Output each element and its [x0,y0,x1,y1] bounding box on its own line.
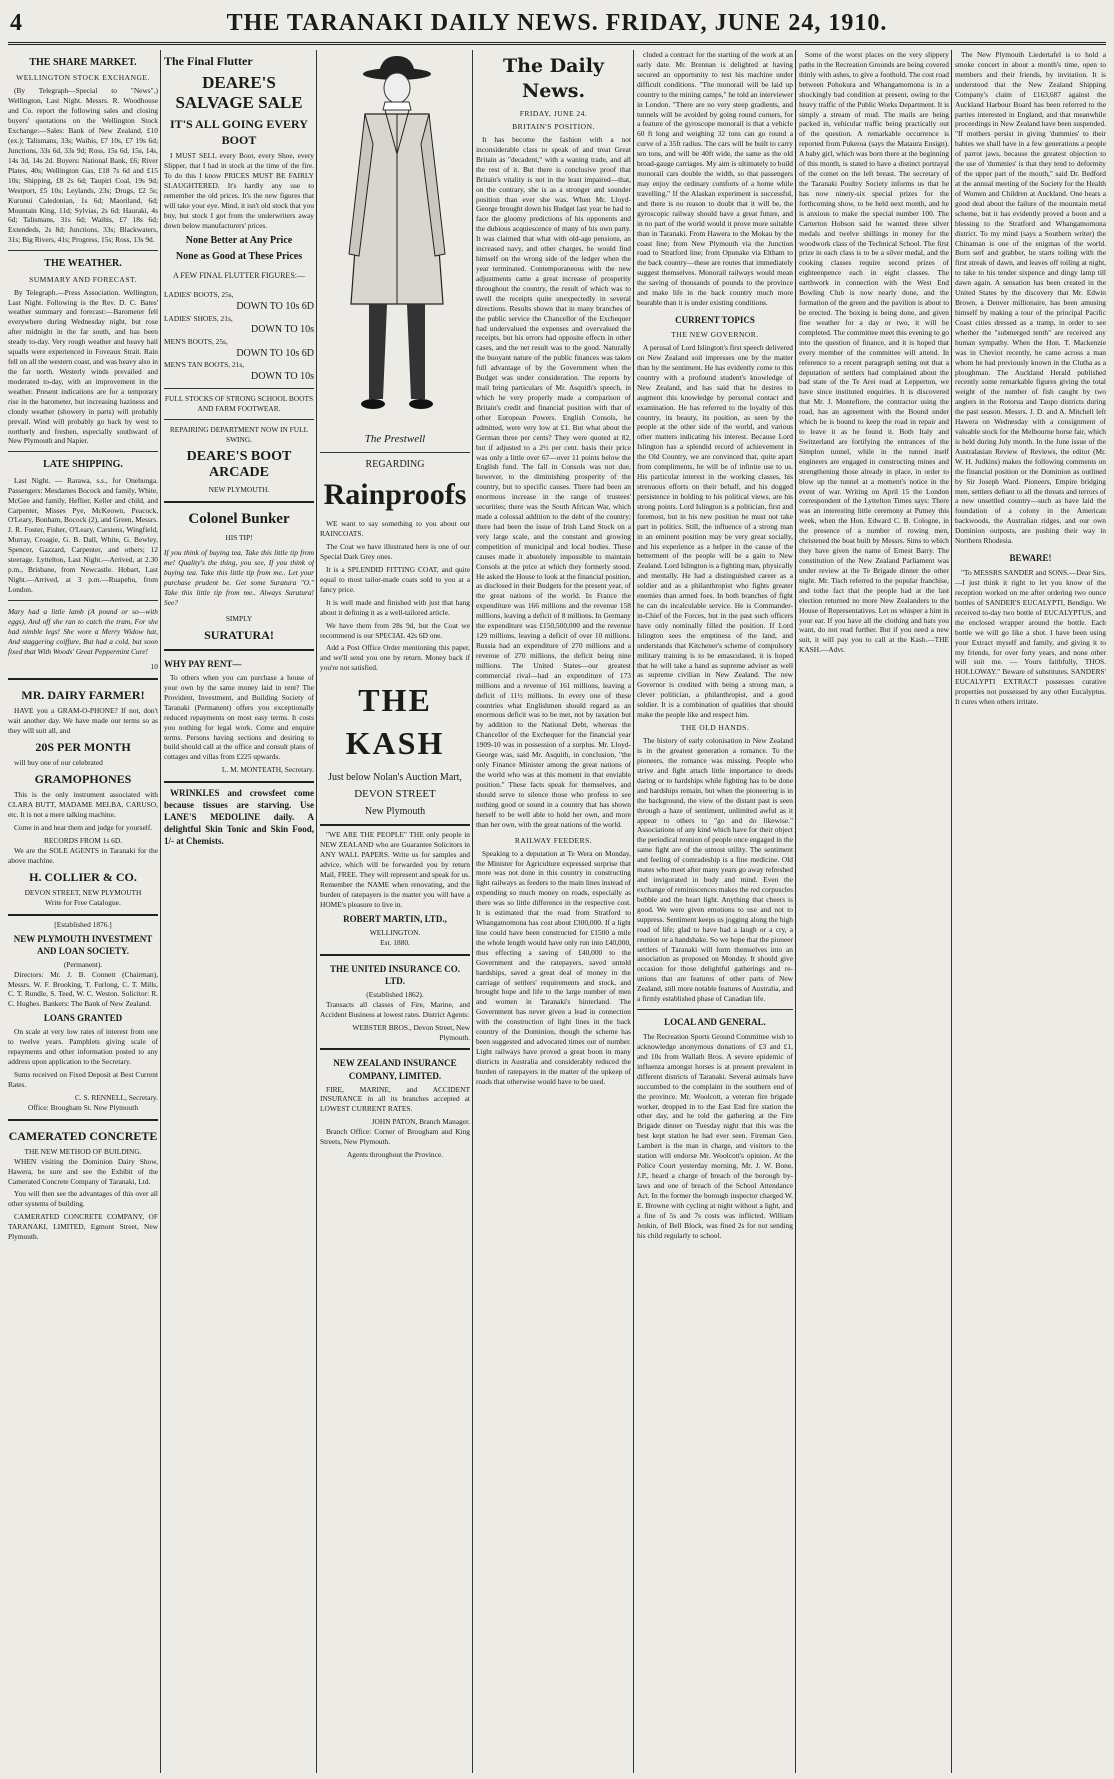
dairy-farmer-advert [8,678,158,907]
dairy-text-2: will buy one of our celebrated [14,758,103,768]
branch-manager: JOHN PATON, Branch Manager. [371,1117,470,1127]
divider [164,419,314,420]
nz-insurance: NEW ZEALAND INSURANCE COMPANY, LIMITED. [333,1058,457,1081]
collier-address: DEVON STREET, NEW PLYMOUTH [24,887,142,897]
rainproofs-heading: Rainproofs [323,478,467,512]
bunker-advert [164,501,314,643]
united-text: Transacts all classes of Fire, Marine, and Accident Business at lowest rates. District Agents: [320,999,470,1019]
people-text: "WE ARE THE PEOPLE" THE only people in NEW ZEALAND who are Guarantee Solicitors in ANY WALL PAPERS. Write us for samples and advice, which will be forwarded you by return Mail, FREE. They will represent and speak for us. Remember the NAME when renovating, and the burden of ratepayers is the matter you will have a HOME's pleasure to live in. [320,830,470,909]
editorial-date: FRIDAY, JUNE 24. [519,108,588,118]
raincoat-illustration [325,54,465,434]
martin-location: WELLINGTON. [369,927,421,937]
column-1 [8,50,158,1773]
local-general-text: The Recreation Sports Ground Committee wish to acknowledge anonymous donations of £3 and £1, and 10s from Wallath Bros. A severe epidemic of influenza amongst horses is at present prevalent in different districts of Taranaki. Several animals have succumbed to the complaint in the southern end of the province. Mr. Woolcott, a veteran fire brigade worker, dropped in to the East End fire station the other day, and he told the gathering at the Fire Brigade dinner on Tuesday night that this was the best kept station he had ever seen. Fireman Geo. Lambert is the man in charge, and visitors to the station will endorse Mr. Woolcott's opinion. At the Police Court yesterday morning, Mr. J. W. Bone, J.P., heard a charge of breach of the borough by-laws and one of breach of the School Attendance Act. In the former the borough inspector charged W. E. Browne with cycling at night without a light, and a fine of 5s and 7s costs was inflicted. William Jenkin, of Bell Block, was fined 2s for not sending his child regularly to school. [637,1032,793,1240]
dairy-heading: MR. DAIRY FARMER! [21,688,145,703]
local-news-text: The New Plymouth Liedertafel is to hold a smoke concert in about a month's time, open to members and their friends, by invitation. It is understood that the New Zealand Shipping Company's claim of £163,687 against the Auckland Harbour Board has been referred to the parties interested in England, and that meanwhile proceedings in New Zealand have been suspended. "If mothers persist in giving 'dummies' to their babies we shall have in a few generations a people of parrot jaws, because the greatest objection to the use of 'dummies' is that they tend to deformity of the upper part of the mouth," said Dr. Bedford at the annual meeting of the Society for the Health of Women and Children at Auckland. One hears a good deal about the failure of the mountain metal scheme, but it has evidently proved a boon and a blessing to the Stratford and Whangamomona district. To my mind (says a Southern writer) the Chinaman is one of the enigmas of the world. Born serf and grabber, he starts toiling with the first streak of dawn, and leaves off toiling at night, to take to his tender sixpence and dingy lamp till dawn again. A sensation has been created in the United States by the discovery that Mr. Edwin Brown, a Denver millionaire, has been amusing himself by making a tour of the principal Pacific Coast cities dressed as a tramp, in order to see whether the "submerged tenth" are received any human sympathy. When the Hon. T. Mackenzie was in Cheviot recently, he came across a man whom he had previously known in the Clutha as a ploughman. The Auckland Herald published recently some remarkable figures giving the total weight of the number of fish caught by two anglers in the Rotorua and Taupo districts during the past season. Messrs. J. D. and A. Mitchell left Hawera on Wednesday with a consignment of valuable stock for the Melbourne horse fair, which is held during July month. In the June issue of the Australasian Review of Reviews, the editor (Mr. W. H. Judkins) makes the following comments on the financial position or the Dominion as outlined by Sir Joseph Ward. Pioneers, Empire bridging men, settlers defiant to all the threats and terrors of a new unsettled country—such as have laid the foundation of a colony in the American backwoods, the Australian ridges, and our own Dominion outposts, are pushing their way in Northern Rhodesia. [955,50,1106,546]
wrinkles-advert [164,781,314,847]
price-label: LADIES' SHOES, 21s, [164,313,233,323]
kash-heading: THE KASH [345,682,445,762]
weather-subheading: SUMMARY AND FORECAST. [29,274,137,284]
concrete-heading: CAMERATED CONCRETE [8,1128,158,1143]
nz-insurance-text: FIRE, MARINE, and ACCIDENT INSURANCE in all its branches accepted at LOWEST CURRENT RATES. [320,1084,470,1114]
monteath: L. M. MONTEATH, Secretary. [221,765,314,775]
webster-bros: WEBSTER BROS., Devon Street, New Plymouth. [352,1022,470,1042]
wrinkles-text: WRINKLES and crowsfeet come because tissues are starving. Use LANE'S MEDOLINE daily. A delightful Skin Tonic and Skin Food, 1/- at Chemists. [164,788,314,847]
column-rule [633,50,634,1773]
monorail-text: cluded a contract for the starting of the work at an early date. Mr. Brennan is delighted at having secured an opportunity to test his machine under difficult conditions. "The monorail will be laid up country to the mining camps," he told an interviewer in London. "There are no very steep gradients, and tunnels will be avoided by going round corners, for a feature of the gyroscope monorail is that a vehicle 60 ft long and weighing 32 tons can go round a curve of a 35ft radius. The cars will be built to carry ten tons, and will be 40ft wide, the same as the old broad-gauge carriages. My aim is ultimately to build monorail cars double the width, so that passengers may enjoy the ordinary comforts of a home while travelling." If the Alaskan experiment is successful, and there is no reason to doubt that it will be, the gyroscopic railway should have a great future, and in no part of the world would it prove more suitable than in Taranaki. From Hawera to the Mokau by the coast line; from New Plymouth via the Junction road to Stratford line; from Opunake via Eltham to the back country—these are routes that immediately suggest themselves. Monorail railways would mean the saving of thousands of pounds to the province and make life in the back country much more bearable than it is under existing conditions. [637,50,793,308]
repairing: REPAIRING DEPARTMENT NOW IN FULL SWING. [169,425,309,445]
price-down: DOWN TO 10s [251,371,314,383]
investment-society-sub: (Permanent). [63,959,103,969]
price-item [164,314,314,337]
united-established: (Established 1862). [366,989,424,999]
share-market-heading: THE SHARE MARKET. [29,57,137,68]
none-better: None Better at Any Price [185,234,293,246]
gramophone-text: This is the only instrument associated with CLARA BUTT, MADAME MELBA, CARUSO, etc. It is not a mere talking machine. [8,790,158,820]
old-hands-text: The history of early colonisation in New Zealand is in the greatest generation a romance. To the pioneers, the romance was missing. People who strive and fight attach little importance to deeds daring or to hardships while fighting has to be done and hardships remain, but when the pioneering is in the background, the view of the distant past is seen through a haze of sentiment, unlimited awful as it appear to others to "go and do likewise." Associations of any kind which have for their object the periodical reunion of people once engaged in the same fight are of the utmost utility. The sentiment and feeling of comradeship is a fine medicine. Old mates who meet after many years go away refreshed and invigorated in body and mind. Even the exchange of reminiscences makes the red corpuscles bubble and the heart light. Anything that cheers is good. We were given emotions to use and not to suppress. Sentiment keeps us jogging along the high road of life; glad to have had a laugh or a cry, a reunion or a handshake. So we hope that the pioneer settlers of Taranaki will form themselves into an association as proposed on Monday. It should give occasion for those delightful gatherings and re-unions that are features of other parts of New Zealand, still more notable features of Australia, and a firmly established phase of Canadian life. [637,736,793,1004]
concrete-text: WHEN visiting the Dominion Dairy Show, Hawera, be sure and see the Exhibit of the Camerated Concrete Company of Taranaki, Ltd. [8,1156,158,1186]
why-pay-rent: WHY PAY RENT— [164,658,242,669]
school-boots: FULL STOCKS OF STRONG SCHOOL BOOTS AND FARM FOOTWEAR. [164,394,314,414]
price-down: DOWN TO 10s [251,324,314,336]
railway-heading: RAILWAY FEEDERS. [514,835,593,845]
kash-location: Just below Nolan's Auction Mart, [328,771,462,783]
sole-agents: We are the SOLE AGENTS in Taranaki for the above machine. [8,845,158,865]
local-news-text: Some of the worst places on the very slippery paths in the Recreation Grounds are being covered thinly with ashes, to give a foothold. The cost road between Pohokura and Whangamomona is in a shockingly bad condition at present, owing to the heavy traffic of the Public Works Department. It is simply a stream of mud. The mails are being packed in, vehicular traffic being practically out of the question. A remarkable occurrence is reported from Pukeroa (says the Mataura Ensign). A baby girl, which was born there at the beginning of this month, is stated to have a distinct portrayal of the comet on the left breast. The secretary of the Taranaki Poultry Society informs us that he has now ninety-six special prizes for the forthcoming show, to be held next month, and he is anxious to make the special number 100. The Carterton Hobson said he wanted three silver medals and twelve shillings in money for the woodwork class of the Technical School. The first prize in each class is to be a silver medal, and the cooking classes require second prizes of eighteenpence each in eight classes. The earthwork in connection with the West End Bowling Club is now nearly done, and the formation of the green and the pavilion is about to be erected. The boxing is being done, and given fine weather for a day or two, it will be completed. The committee meet this evening to go into the question of finance, and it is hoped that every member of the committee will attend. In reference to a recent paragraph setting out that a deputation of settlers had complained about the bad state of the Te Arei road at Lepperton, we have since instituted enquiries. It is discovered that Mr. J. Montefiore, the contractor using the road, has an agreement with the Bound under which he is bound to keep the road in repair and to leave it as he found it. Both Italy and Switzerland are fortifying the entrances of the Simplon tunnel, while in the tunnel itself engineers are engaged in constructing mines and strengthening those already in place, in order to blow up the tunnel at a moment's notice in the event of war. Writing on April 15 the London correspondent of the Lyttelton Times says: There was an interesting little ceremony at Putney this week, when the Hon. Edward C. B. Cologne, in the presence of a number of rowing men, christened the boat built by Messrs. Sims to which they have given the name of Ernest Barry. The constitution of the New Zealand Parliament was under review at the Te Brigade dinner the other night. Mr. Tisch referred to the popular franchise, and tothe fact that the people had at the last election returned no more New Zealanders to the House of Representatives. Let us whisper a hint in your ear. If you have all the clothing and hats you want, do not read further. But if you need a new suit, it will pay you to call at the Kash.—THE KASH.—Advt. [799,50,949,655]
column-2 [164,50,314,1773]
fixed-deposit: Sums received on Fixed Deposit at Best Current Rates. [8,1070,158,1089]
concrete-company: CAMERATED CONCRETE COMPANY, OF TARANAKI, LIMITED, Egmont Street, New Plymouth. [8,1212,158,1242]
verse-advert: Mary had a little lamb (A pound or so—with eggs), And off she ran to catch the tram, For she had nimble legs! She wore a Merry Widow hat, And staggering coiffure, But had a cold, but soon fixed that With Woods' Great Peppermint Cure! [8,606,158,656]
shipping-heading: LATE SHIPPING. [43,459,123,471]
rent-text: To others when you can purchase a house of your own by the same money laid in rent? The Provident, Investment, and Building Society of Taranaki (Permanent) offers you exceptionally reduced repayments on most easy terms. It costs you nothing for legal work. Come and enquire terms. Persons having sections and desiring to build should call at the office and consult plans of cottages and villas from £225 upwards. [164,673,314,762]
share-market-text: (By Telegraph—Special to "News".) Wellington, Last Night. Messrs. R. Woodhouse and Co. report the following sales and closing buyers' quotations on the Wellington Stock Exchange:—Sales: Bank of New Zealand, £10 (ex.); Talismans, 33s; Waihis, £7 10s, £7 19s 6d; Junctions, 33s 6d, 33s 9d; Ross, 15s 6d, 15s, 14s, 14s 3d, 14s 2d. Buyers: National Bank, £6; River Plates, 40s; Wellington Gas, £18 7s 6d and £15 10s; Shipping, £8 2s 6d; Taupiri Coal, 19s 9d; Westport, £5 10s; Leylands, 23s; Drugs, £2 5s; Kurunui Caledonian, 1s 6d; Maoriland, 6d; Mountain King, 11d; Sylvias, 2s 6d; Hauraki, 4s 6d; Talismans, 31s 6d; Waihis, £7 18s 6d; Extendeds, 2s 8d; Junctions, 33s; Blackwaters, 31s; Big Rivers, 41s; Progress, 15s; Ross, 13s 9d. [8,86,158,245]
price-label: LADIES' BOOTS, 25s, [164,290,234,300]
secretary: C. S. RENNELL, Secretary. [74,1092,158,1102]
column-rule [951,50,952,1773]
boot-arcade: DEARE'S BOOT ARCADE [186,449,292,481]
suratura: SURATURA! [204,627,274,642]
newspaper-title: THE TARANAKI DAILY NEWS. FRIDAY, JUNE 24, 1910. [226,10,888,36]
kash-street: DEVON STREET [354,788,436,801]
agents: Agents throughout the Province. [346,1150,444,1160]
divider [164,388,314,389]
masthead [8,4,1106,45]
loans-heading: LOANS GRANTED [43,1013,123,1024]
column-4 [476,50,631,1773]
column-rule [795,50,796,1773]
none-as-good: None as Good at These Prices [175,251,303,263]
price-list [164,290,314,383]
final-flutter: The Final Flutter [164,54,253,68]
divider [637,1009,793,1010]
established: [Established 1876.] [54,919,112,929]
tip-verse: If you think of buying tea, Take this little tip from me! Quality's the thing, you see, If you think of buying tea. Take this little tip from me.. Let your purchase prudent be. Get some Suratura "O." Take this little tip from me.. Always Suratura! See? [164,548,314,608]
martin-established: Est. 1880. [380,937,410,947]
fitting-text: It is a SPLENDID FITTING COAT, and quite equal to most tailor-made coats sold to you at a fancy price. [320,565,470,594]
salvage-text: I MUST SELL every Boot, every Shoe, every Slipper, that I had in stock at the time of the fire. To do this I know PRICES MUST BE FAIRLY SLAUGHTERED. It's hardly any use to remember the old prices. It's the new figures that will take your eye. Mind, it isn't old stock that you buy, but stock I got from the underwriters away down below manufacturers' prices. [164,151,314,230]
society-office: Office: Brougham St. New Plymouth [27,1102,139,1112]
editorial-text: It has become the fashion with a not inconsiderable class to speak of and treat Great Britain as "decadent," with a waning trade, and all the rest of it. But there is conclusive proof that Britain's vitality is not in the least impaired—that, on the contrary, she is as a stronger and sounder position than ever she was. When Mr. Lloyd-George brought down his Budget last year he had to face the gloomy predictions of his opponents and the dubious acquiescence of many of his own party. It was claimed that what with old-age pensions, an increased navy, and other charges, he would find himself on the wrong side of the ledger when the year terminated. Contemporaneous with the new adjustments came a great increase of prosperity throughout the country, the result of which was to swell the receipts quite unexpectedly in several directions. Results shown that in many branches of the public service the Chancellor of the Exchequer had undervalued the expenses and overvalued the receipts, but his errors had opposite effects in other cases, and the net result was to the good. Naturally the buoyant nature of the public finances was taken full advantage of by the Government when the Budget was under consideration. The reports by mail bring particulars of Mr. Asquith's speech, in which he very properly made a comparison of Britain's credit and financial position with that of other European Powers. English Consols, he admitted, were very low at £1. But what about the German three per cents? They were quoted at 82, but if adjusted to a 2½ per cent. basis their price was only a little over 67—over 11 points below the English fund. The fall in Consols was not due, however, to the diminishing prosperity of the country, but to specific causes. There had been an enormous increase in the range of trustees' securities; there was the South African War, which made a colossal addition to the debt of the country; there had been the issue of Irish Land Stock on a very large scale, and the constant and growing competition of municipal and local bodies. These causes made it absolutely impossible to maintain Consols at the price at which they formerly stood. He asked the House to look at the financial position, as disclosed in their Budgets for the present year, of the great nations of the world. In France the expenditure was 166 millions and the revenue 158 millions, leaving a deficit of 8 millions. In Germany the expenditure was £150,500,000 and the revenue 129 millions, leaving a deficit of over 10 millions. Russia had an expenditure of 270 millions and a revenue of 270 millions, the deficit being nine millions. The United States—our greatest commercial rival—had an expenditure of 173 millions and a revenue of 161 millions, leaving a deficit of 11½ millions. In every one of these countries what Englishmen should regard as an enormous deficit was to be met, not by taxation but by addition to the National Debt, whereas the Chancellor of the Exchequer for the financial year 1909-10 was in possession of a surplus. Mr. Lloyd-George was, said Mr. Asquith, in conclusion, "the only Finance Minister among the great nations of the world who was at this moment in that enviable position." These facts speak for themselves, and should serve to silence those who profess to see nothing good or sound in a country that has shown herself to be well able to hold her own, and more than her own, with the great nations of the world. [476,135,631,829]
shipping-text: Last Night. — Rarawa, s.s., for Onehunga. Passengers: Mesdames Bocock and family, White, McGee and family, Heflier, Keller and child, and Carpenter, Misses Pye, McKeown, Peacock, O'Leary, Bonham, Bocock (2), and Green, Messrs. J. R. Foster, Fisher, O'Leary, Carstens, Wingfield, Murray, Croagie, G. B. Dall, White, G. Bewley, Spencer, Gazzard, Carpenter, and others; 12 steerage. Lyttelton, Last Night.—Arrived, at 2.30 p.m., Brisbane, from Newcastle. Hobart, Last Night.—Arrived, at 3 p.m.—Ruapehu, from London. [8,475,158,594]
column-rule [160,50,161,1773]
records-price: RECORDS FROM 1s 6D. [43,835,123,845]
rainproofs-text: WE want to say something to you about our RAINCOATS. [320,519,470,539]
loans-text: On scale at very low rates of interest from one to twelve years. Pamphlets giving scale of repayments and other information posted to any address upon application to the Secretary. [8,1027,158,1067]
arcade-location: NEW PLYMOUTH. [208,485,270,495]
deare-salvage-sale: DEARE'S SALVAGE SALE [175,73,303,112]
all-going: IT'S ALL GOING EVERY BOOT [170,117,308,148]
column-rule [472,50,473,1773]
new-governor-heading: THE NEW GOVERNOR. [671,330,759,340]
gramophones-heading: GRAMOPHONES [34,772,132,787]
divider [8,451,158,452]
page-number: 4 [10,10,22,36]
united-insurance-advert [320,954,470,1043]
dairy-price: 20S PER MONTH [35,740,131,755]
collier-catalogue: Write for Free Catalogue. [45,897,121,907]
concrete-subheading: THE NEW METHOD OF BUILDING. [24,1146,142,1156]
investment-society-advert [8,914,158,1113]
lined-text: It is well made and finished with just that hang about it defining it as a well-tailored article. [320,597,470,617]
price-item [164,290,314,313]
his-tip: HIS TIP! [225,532,253,542]
divider [8,250,158,251]
column-7 [955,50,1106,1773]
kash-town: New Plymouth [364,806,426,818]
governor-text: A perusal of Lord Islington's first speech delivered on New Zealand soil impresses one by the matter than by the sentiment. He has evidently come to this country with a profound student's knowledge of New Zealand, and has said that he desires to augment this knowledge by personal contact and examination. He has referred to the loyalty of this country, its beauty, its position, as seen by the people at the other side of the world, and various other matters indicating his interest. Because Lord Islington has a splendid record of achievement in the Old Country, we are convinced that, quite apart from compliments, he will be of infinite use to us. His particular interest in the working classes, his strenuous efforts on their behalf, and his dogged persistence in holding to his political views, are his strong points. Lord Islington is a politician, first and foremost, but in his new position he must not take part in politics. Still, the influence of a strong man in an eminent position may be very great socially, and his experience as a helper in the cause of the betterment of the people will be a gain to New Zealand. Lord Islington is a fighting man, physically and mentally. He had a distinguished career as a soldier and as a philanthropist who fights greater enemies than armed foes. In both branches of fight he can do incalculable service. He is Commander-in-Chief of the Forces, but in the past such officers have only nominally filled the position. If Lord Islington sees the emptiness of the land, and understands that Kitchener's scheme of compulsory military training is to be emasculated, it is hoped that he will take a hand as supreme adviser as well as supreme civilian in New Zealand. The new Governor is credited with being a strong man, a clever politician, a philanthropist, and a good soldier. It is a combination of qualities that should make the people like and respect him. [637,343,793,720]
divider [8,600,158,601]
dairy-text: HAVE you a GRAM-O-PHONE? If not, don't wait another day. We have made our terms so as they will suit all, and [8,706,158,736]
price-down: DOWN TO 10s 6D [236,301,314,313]
concrete-advert [8,1119,158,1242]
old-hands-heading: THE OLD HANDS. [680,723,750,733]
price-down: DOWN TO 10s 6D [236,347,314,359]
price-label: MEN'S TAN BOOTS, 21s, [164,360,245,370]
weather-heading: THE WEATHER. [44,258,122,270]
gramophone-text-2: Come in and hear them and judge for yourself. [14,823,153,833]
branch-office: Branch Office: Corner of Brougham and King Streets, New Plymouth. [320,1127,470,1147]
prestwell-caption: The Prestwell [364,433,426,445]
special-text: We have them from 28s 9d, but the Coat we recommend is our SPECIAL 42s 6D one. [320,620,470,640]
divider [320,452,470,453]
investment-society-name: NEW PLYMOUTH INVESTMENT AND LOAN SOCIETY. [13,933,153,956]
regarding: REGARDING [365,458,425,470]
price-item [164,360,314,383]
column-6 [799,50,949,1773]
mail-text: Add a Post Office Order mentioning this paper, and we'll send you one by return. Money back if you're not satisfied. [320,643,470,673]
current-topics: CURRENT TOPICS [675,314,755,325]
share-market-subheading: WELLINGTON STOCK EXCHANGE. [16,73,150,83]
rent-advert [164,649,314,775]
local-general-heading: LOCAL AND GENERAL. [664,1017,766,1028]
directors: Directors: Mr. J. B. Connett (Chairman), Messrs. W. F. Brooking, T. Furlong, C. T. Mills, C. T. Rundle, S. Teed, W. C. Weston. Solicitor: R. C. Hughes. Bankers: The Bank of New Zealand. [8,969,158,1009]
editorial-subheading: BRITAIN'S POSITION. [512,121,595,131]
verse-number: 10 [150,662,158,672]
editorial-title: The Daily News. [503,55,604,103]
wallpaper-advert [320,824,470,947]
colonel-bunker: Colonel Bunker [188,511,290,528]
few-figures: A FEW FINAL FLUTTER FIGURES:— [172,271,305,281]
robert-martin: ROBERT MARTIN, LTD., [343,913,447,924]
concrete-text-2: You will then see the advantages of this over all other systems of building. [8,1189,158,1209]
price-item [164,337,314,360]
coat-text: The Coat we have illustrated here is one of our Special Dark Grey ones. [320,542,470,562]
column-rule [316,50,317,1773]
railway-text: Speaking to a deputation at Te Wera on Monday, the Minister for Agriculture expressed surprise that more was not done in this country in constructing light railways as feeders to the main lines instead of expending so much money on roads, especially as there was so little difference in the respective cost. It is estimated that the road from Stratford to Whangamomona has cost about £300,000. If a light line could have been constructed for £1500 a mile the whole length would have only run into £40,000, thus effecting a saving of £40,000 to the Government and the ratepayers, saved untold hardships, saved a great deal of money in the carriage of settlers' requirements and stock, and brought hope and life to the large number of men and women in Taranaki's hinterland. The Government has never given a lead in connection with the construction of light lines in the back country of the Dominion, though the scheme has been suggested and advocated times out of number. Light railways have proved a great boon in many districts in Australia and considerably reduced the burden of ratepayers in the matter of the upkeep of roads that otherwise would have to be used. [476,848,631,1086]
collier-name: H. COLLIER & CO. [29,869,137,884]
beware-heading: BEWARE! [1009,553,1052,564]
nz-insurance-advert [320,1048,470,1160]
beware-text: "To MESSRS SANDER and SONS.—Dear Sirs,—I just think it right to let you know of the reception worked on me after ordering two ounce bottles of SANDER'S EUCALYPTI, Bendigo. We received to-day two bottle of EUCALYPTUS, and the enclosed wrapper around the bottle. Each bottle we will go like a shot. I have been using your Extract myself and family, and giving it to my friends, for over forty years, and none other will suit me. — Yours faithfully, THOS. HOLLOWAY." Beware of substitutes. SANDERS' EUCALYPTI EXTRACT possesses curative properties not possessed by any other Eucalyptus. It cures when others irritate. [955,568,1106,707]
united-insurance: THE UNITED INSURANCE CO. LTD. [329,963,461,986]
column-3 [320,50,470,1773]
weather-text: By Telegraph.—Press Association. Wellington, Last Night. Following is the Rev. D. C. Bates' weather summary and forecast:—Barometer fell everywhere during Wednesday night, but rose after midnight in the far south, and has been steady to-day. Very rough weather and heavy hail squalls were experienced in Foveaux Strait. Rain fell on all the western coast, and was heavy also in the far north. Westerly winds prevailed and moderated to-day, with an improvement in the weather. Present indications are for a temporary rise in the barometer, but increasing haziness and cloudy weather (showery in parts) will probably prevail. Wind will probably go back by west to northerly and freshen, especially southward of New Plymouth and Napier. [8,287,158,446]
simply: SIMPLY [225,613,253,623]
column-5 [637,50,793,1773]
price-label: MEN'S BOOTS, 25s, [164,336,228,346]
